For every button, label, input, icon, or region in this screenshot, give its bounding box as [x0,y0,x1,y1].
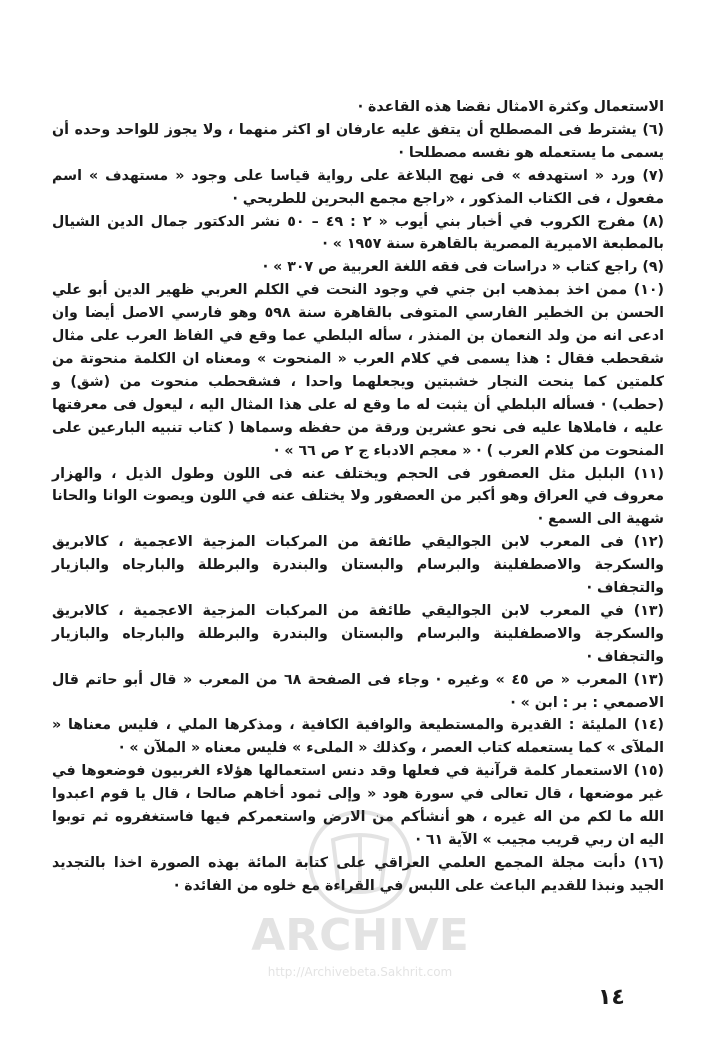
footnote-6: (٦) يشترط فى المصطلح أن يتفق عليه عارفان او اكثر منهما ، ولا يجوز للواحد وحده أن يسمى ما يستعمله هو نفسه مصطلحا · [52,121,664,161]
watermark-text: ARCHIVE [251,910,469,961]
footnote-13-duplicate: (١٣) في المعرب لابن الجواليقي طائفة من المركبات المزجية الاعجمية ، كالابريق والسكرجة والاصطفلينة والبرسام والبستان والبندرة والبرطلة والبارجاه والبازيار والتجفاف · [52,602,664,665]
footnote-10: (١٠) ممن اخذ بمذهب ابن جني في وجود النحت في الكلم العربي ظهير الدين أبو علي الحسن بن الخطير الفارسي المتوفى بالقاهرة سنة ٥٩٨ وهو فارسي الاصل أيضا وان ادعى انه من ولد النعمان بن المنذر ، سأله البلطي عما وقع في الفاظ العرب على مثال شقحطب فقال : هذا يسمى في كلام العرب « المنحوت » ومعناه ان الكلمة منحوتة من كلمتين كما ينحت النجار خشبتين ويجعلهما واحدا ، فشقحطب منحوت من (شق) و (حطب) · فسأله البلطي أن يثبت له ما وقع له على هذا المثال اليه ، ليعول فى معرفتها عليه ، فاملاها عليه فى نحو عشرين ورقة من حفظه وسماها ( كتاب تنبيه البارعين على المنحوت من كلام العرب ) · « معجم الادباء ج ٢ ص ٦٦ » · [52,282,664,459]
footnote-7: (٧) ورد « استهدفه » فى نهج البلاغة على رواية قياسا على وجود « مستهدف » اسم مفعول ، فى الكتاب المذكور ، «راجع مجمع البحرين للطريحي · [52,167,664,207]
footnotes-block [52,96,664,898]
watermark-url: http://Archivebeta.Sakhrit.com [267,965,453,979]
footnote-13: (١٣) المعرب « ص ٤٥ » وغيره · وجاء فى الصفحة ٦٨ من المعرب « قال أبو حاتم قال الاصمعي : بر : ابن » · [52,671,664,711]
page-number: ١٤ [598,985,625,1010]
footnote-15: (١٥) الاستعمار كلمة قرآنية في فعلها وقد دنس استعمالها هؤلاء الغربيون فوضعوها في غير موضعها ، قال تعالى في سورة هود « وإلى ثمود أخاهم صالحا ، قال يا قوم اعبدوا الله ما لكم من اله غيره ، هو أنشأكم من الارض واستعمركم فيها فاستغفروه ثم توبوا اليه ان ربي قريب مجيب » الآية ٦١ · [52,763,664,848]
footnote-16: (١٦) دأبت مجلة المجمع العلمي العراقي على كتابة المائة بهذه الصورة اخذا بالتجديد الجيد ونبذا للقديم الباعث على اللبس في القراءة مع خلوه من الفائدة · [52,854,664,894]
footnote-continuation: الاستعمال وكثرة الامثال نقضا هذه القاعدة · [357,99,664,115]
footnote-14: (١٤) المليئة : القديرة والمستطيعة والوافية الكافية ، ومذكرها الملي ، فليس معناها « الملآى » كما يستعمله كتاب العصر ، وكذلك « الملىء » فليس معناه « الملآن » · [52,717,664,757]
footnote-12: (١٢) فى المعرب لابن الجواليقي طائفة من المركبات المزجية الاعجمية ، كالابريق والسكرجة والاصطفلينة والبرسام والبستان والبندرة والبرطلة والبارجاه والبازيار والتجفاف · [52,534,664,597]
footnote-8: (٨) مفرج الكروب في أخبار بني أيوب « ٢ : ٤٩ – ٥٠ نشر الدكتور جمال الدين الشيال بالمطبعة الاميرية المصرية بالقاهرة سنة ١٩٥٧ » · [52,213,664,253]
footnote-11: (١١) البلبل مثل العصفور فى الحجم ويختلف عنه فى اللون وطول الذيل ، والهزار معروف في العراق وهو أكبر من العصفور ولا يختلف عنه في اللون ويصوت الوانا والحانا شهية الى السمع · [52,465,664,528]
footnote-9: (٩) راجع كتاب « دراسات فى فقه اللغة العربية ص ٣٠٧ » · [262,259,664,276]
